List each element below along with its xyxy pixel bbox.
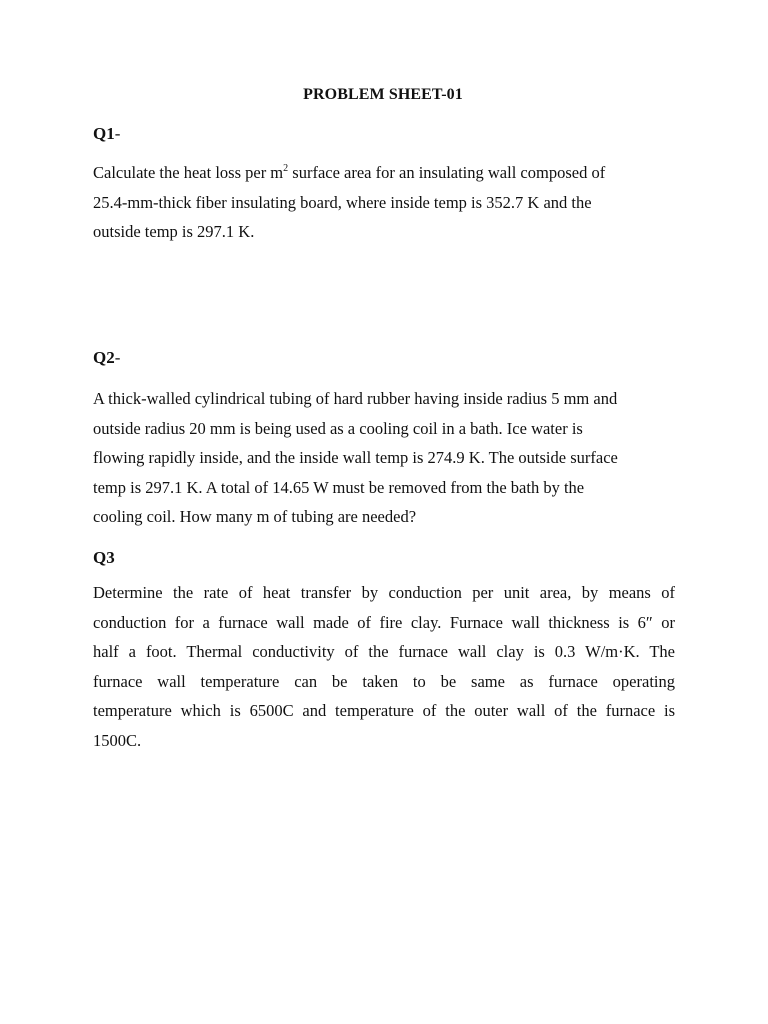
question-1-label: Q1- <box>93 124 121 143</box>
superscript-2: 2 <box>283 163 289 174</box>
question-2-text <box>93 384 675 532</box>
question-2-line-2: outside radius 20 mm is being used as a cooling coil in a bath. Ice water is <box>93 418 583 438</box>
question-3-line-5: temperature which is 6500C and temperature of the outer wall of the furnace is <box>93 701 675 720</box>
question-2-line-4: temp is 297.1 K. A total of 14.65 W must be removed from the bath by the <box>93 477 585 497</box>
question-3-line-6: 1500C. <box>93 730 142 750</box>
question-2-line-5: cooling coil. How many m of tubing are needed? <box>93 507 417 526</box>
question-3-line-4: furnace wall temperature can be taken to be same as furnace operating <box>93 671 675 691</box>
question-1-line-2: 25.4-mm-thick fiber insulating board, where inside temp is 352.7 K and the <box>93 192 592 212</box>
question-3-text <box>93 578 675 755</box>
question-1-text <box>93 158 675 247</box>
page-title <box>0 86 768 104</box>
question-3-line-3: half a foot. Thermal conductivity of the furnace wall clay is 0.3 W/m·K. The <box>93 642 675 661</box>
question-1-line-3: outside temp is 297.1 K. <box>93 222 255 241</box>
question-2-line-3: flowing rapidly inside, and the inside wall temp is 274.9 K. The outside surface <box>93 448 618 467</box>
question-2-label: Q2- <box>93 348 121 367</box>
page-title-text: PROBLEM SHEET-01 <box>303 86 463 103</box>
question-2-line-1: A thick-walled cylindrical tubing of hard rubber having inside radius 5 mm and <box>93 389 618 408</box>
question-3-line-1: Determine the rate of heat transfer by conduction per unit area, by means of <box>93 583 675 602</box>
question-3-line-2: conduction for a furnace wall made of fire clay. Furnace wall thickness is 6″ or <box>93 612 675 632</box>
question-1-line-1: Calculate the heat loss per $m^2$ surface area for an insulating wall composed of <box>93 163 606 182</box>
question-3-label: Q3 <box>93 548 115 567</box>
